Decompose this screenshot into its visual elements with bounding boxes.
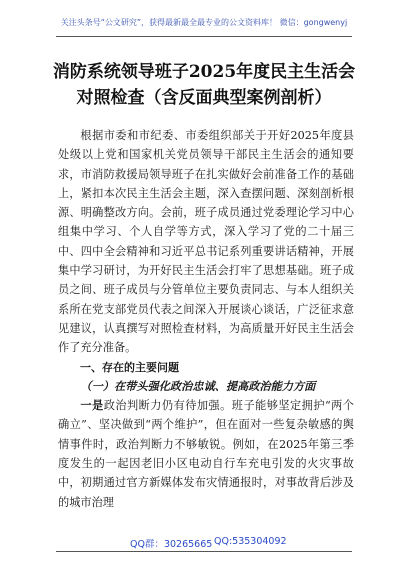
header-divider [56,36,352,37]
title-line-1: 消防系统领导班子2025年度民主生活会 [52,62,356,82]
footer-divider [56,551,352,552]
section-heading-problems: 一、存在的主要问题 [80,360,179,374]
document-title [40,59,368,111]
intro-paragraph: 根据市委和市纪委、市委组织部关于开好2025年度县处级以上党和国家机关党员领导干部民主生活会的通知要求，市消防救援局领导班子在扎实做好会前准备工作的基础上，紧扣本次民主生活会主题，深入查摆问题、深刻剖析根源、明确整改方向。会前，班子成员通过党委理论学习中心组集中学习、个人自学等方式，深入学习了党的二十届三中、四中全会精神和习近平总书记系列重要讲话精神，开展集中学习研讨，为开好民主生活会打牢了思想基础。班子成员之间、班子成员与分管单位主要负责同志、与本人组织关系所在党支部党员代表之间深入开展谈心谈话，广泛征求意见建议，认真撰写对照检查材料，为高质量开好民主生活会作了充分准备。 [58,129,354,355]
problem-lead-word: 一是 [80,398,104,413]
document-body [58,126,354,512]
title-line-2: 对照检查（含反面典型案例剖析） [76,88,332,108]
footer-qq-number: QQ:535304092 [214,536,287,547]
problem-text: 政治判断力仍有待加强。班子能够坚定拥护“两个确立”、坚决做到“两个维护”，但在面对一些复杂敏感的舆情事件时，政治判断力不够敏锐。例如，在2025年第三季度发生的一起因老旧小区电动自行车充电引发的火灾事故中，初期通过官方新媒体发布灾情通报时，对事故背后涉及的城市治理 [58,399,354,509]
footer-qq-group: QQ群：30265665 [130,539,213,550]
problem-paragraph-1 [58,396,354,512]
subsection-heading-political-loyalty: （一）在带头强化政治忠诚、提高政治能力方面 [80,378,316,393]
header-promo-note: 关注头条号“公文研究”，获得最新最全最专业的公文资料库！ 微信：gongwenyj [60,18,348,27]
